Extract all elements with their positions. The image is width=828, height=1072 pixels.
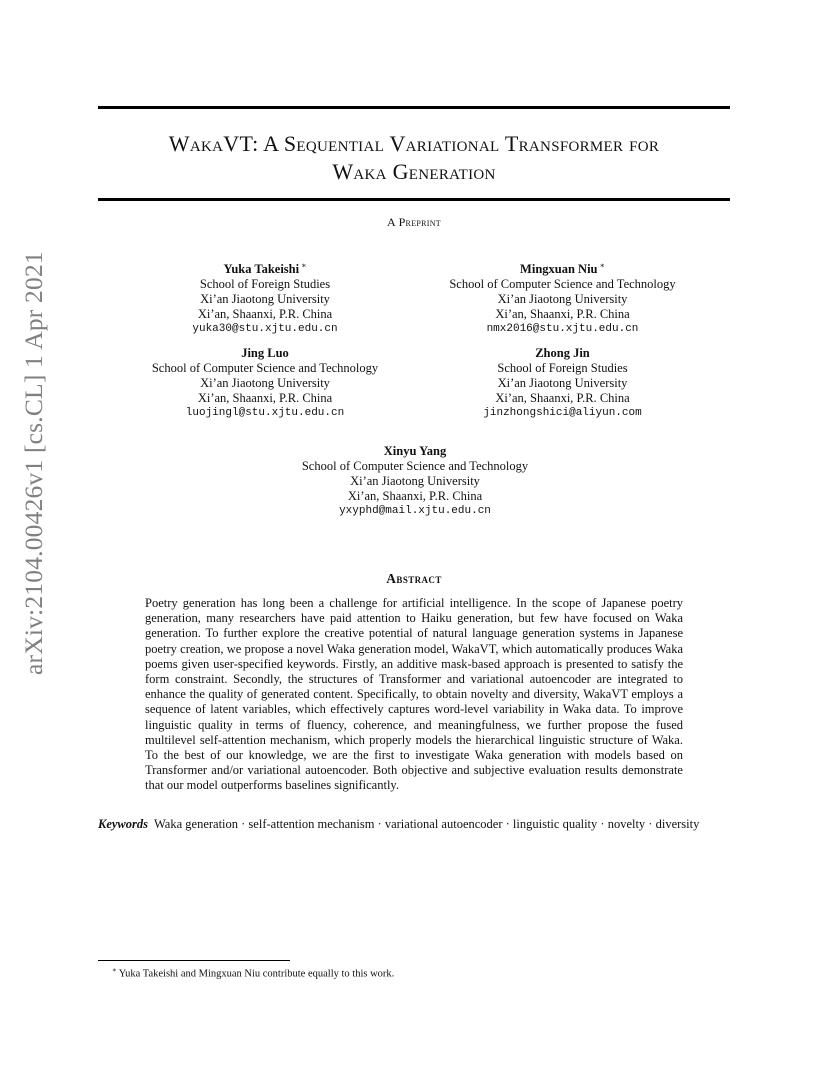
author-email[interactable]: yuka30@stu.xjtu.edu.cn bbox=[192, 323, 338, 336]
author-institution: Xi’an Jiaotong University bbox=[200, 292, 330, 307]
keywords-label: Keywords bbox=[98, 817, 148, 831]
arxiv-identifier: arXiv:2104.00426v1 [cs.CL] 1 Apr 2021 bbox=[19, 251, 48, 675]
author-institution: Xi’an Jiaotong University bbox=[200, 376, 330, 390]
author-name: Jing Luo bbox=[241, 346, 289, 360]
author-institution: Xi’an Jiaotong University bbox=[497, 292, 628, 307]
footnote-text: Yuka Takeishi and Mingxuan Niu contribute equally to this work. bbox=[118, 968, 395, 980]
paper-title bbox=[98, 130, 730, 186]
author-location: Xi’an, Shaanxi, P.R. China bbox=[495, 307, 630, 322]
title-top-rule bbox=[98, 106, 730, 109]
keywords-text: Waka generation · self-attention mechanism · variational autoencoder · linguistic quality · novelty · diversity bbox=[154, 817, 700, 831]
author-block-2 bbox=[430, 258, 695, 337]
author-location: Xi’an, Shaanxi, P.R. China bbox=[495, 391, 630, 405]
author-email[interactable]: luojingl@stu.xjtu.edu.cn bbox=[185, 407, 345, 419]
author-email[interactable]: jinzhongshici@aliyun.com bbox=[483, 407, 642, 419]
author-affiliation: School of Foreign Studies bbox=[199, 277, 331, 292]
author-block-3 bbox=[135, 346, 395, 421]
author-name: Zhong Jin bbox=[535, 346, 590, 360]
author-mark: ∗ bbox=[599, 261, 605, 270]
author-location: Xi’an, Shaanxi, P.R. China bbox=[197, 391, 333, 405]
footnote-rule bbox=[98, 960, 290, 961]
title-line-2: Waka Generation bbox=[332, 159, 496, 184]
author-name: Xinyu Yang bbox=[383, 444, 447, 458]
footnote bbox=[112, 964, 394, 981]
author-name: Yuka Takeishi ∗ bbox=[223, 261, 307, 277]
author-location: Xi’an, Shaanxi, P.R. China bbox=[197, 307, 333, 322]
author-block-4 bbox=[450, 346, 675, 421]
author-block-5 bbox=[275, 444, 555, 519]
author-affiliation: School of Foreign Studies bbox=[497, 361, 628, 375]
author-affiliation: School of Computer Science and Technology bbox=[449, 277, 676, 292]
author-location: Xi’an, Shaanxi, P.R. China bbox=[347, 489, 483, 503]
author-email[interactable]: nmx2016@stu.xjtu.edu.cn bbox=[486, 323, 639, 336]
abstract-body: Poetry generation has long been a challenge for artificial intelligence. In the scope of Japanese poetry generation, many researchers have paid attention to Haiku generation, but few have focused on Waka generation. To further explore the creative potential of natural language generation systems in Japanese poetry creation, we propose a novel Waka generation model, WakaVT, which automatically produces Waka poems given user-specified keywords. Firstly, an additive mask-based approach is presented to satisfy the form constraint. Secondly, the structures of Transformer and variational autoencoder are integrated to enhance the quality of generated content. Specifically, to obtain novelty and diversity, WakaVT employs a sequence of latent variables, which effectively captures word-level variability in Waka data. To improve linguistic quality in terms of fluency, coherence, and meaningfulness, we further propose the fused multilevel self-attention mechanism, which properly models the hierarchical linguistic structure of Waka. To the best of our knowledge, we are the first to investigate Waka generation with models based on Transformer and/or variational autoencoder. Both objective and subjective evaluation results demonstrate that our model outperforms baselines significantly. bbox=[145, 596, 683, 793]
author-institution: Xi’an Jiaotong University bbox=[350, 474, 480, 488]
author-block-1 bbox=[165, 258, 365, 337]
author-name: Mingxuan Niu ∗ bbox=[520, 261, 605, 277]
author-mark: ∗ bbox=[301, 261, 307, 270]
author-email[interactable]: yxyphd@mail.xjtu.edu.cn bbox=[339, 505, 491, 517]
keywords-section bbox=[98, 817, 710, 833]
preprint-label: A Preprint bbox=[386, 215, 441, 229]
footnote-mark: ∗ bbox=[112, 966, 117, 974]
title-bottom-rule bbox=[98, 198, 730, 201]
title-line-1: WakaVT: A Sequential Variational Transformer for bbox=[168, 131, 660, 156]
author-institution: Xi’an Jiaotong University bbox=[497, 376, 628, 390]
abstract-heading: Abstract bbox=[386, 571, 442, 586]
author-affiliation: School of Computer Science and Technology bbox=[301, 459, 529, 473]
author-affiliation: School of Computer Science and Technology bbox=[151, 361, 379, 375]
